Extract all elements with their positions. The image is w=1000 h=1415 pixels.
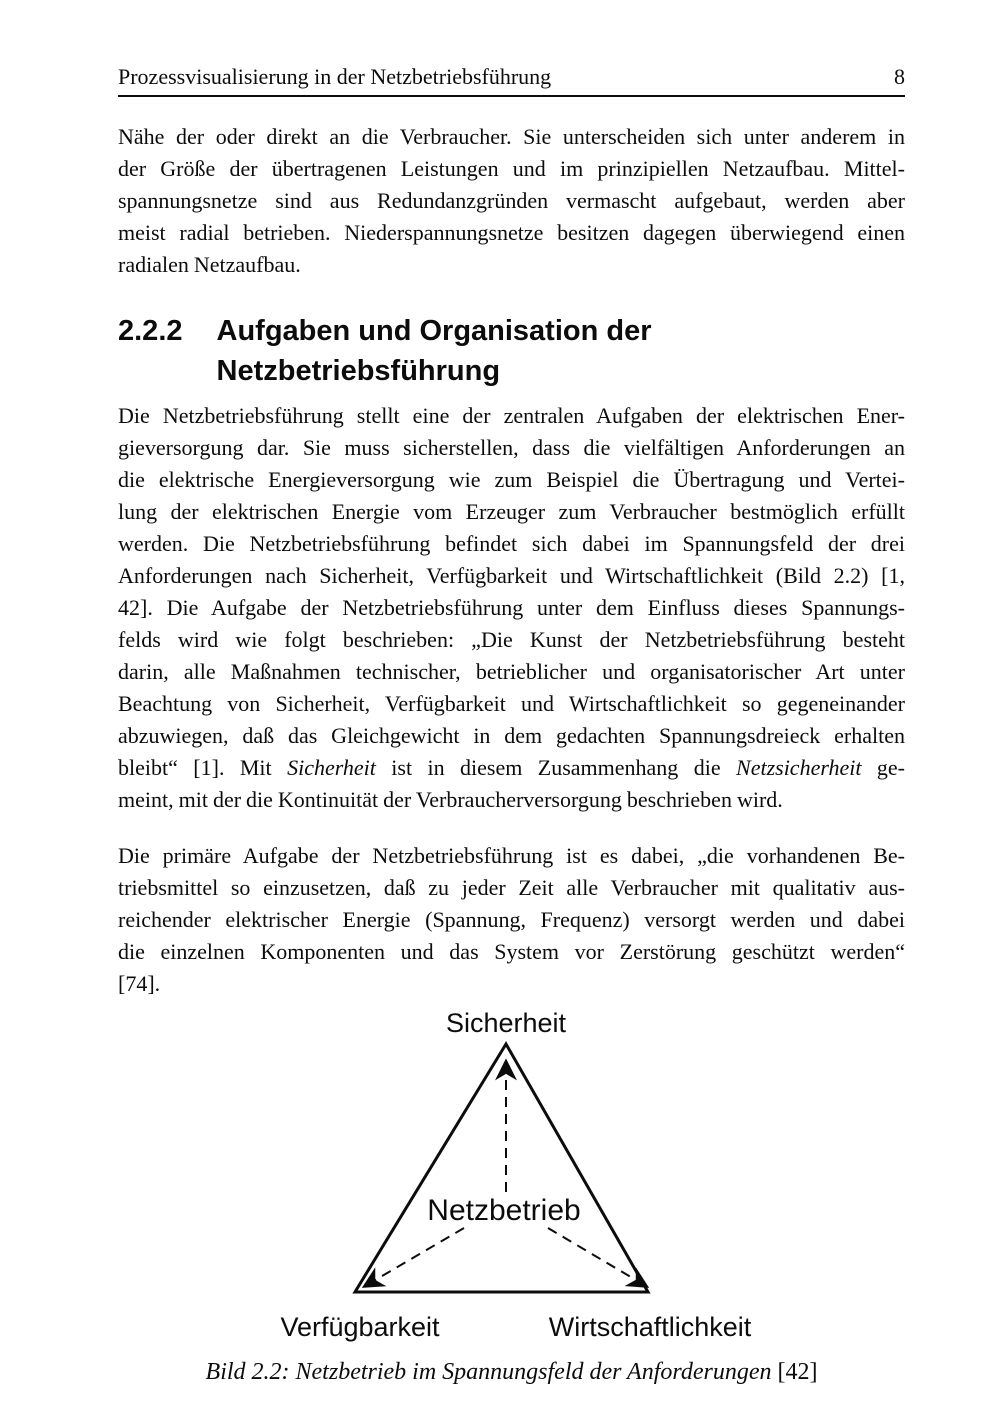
arrow-netzbetrieb-to-verfuegbarkeit <box>365 1228 464 1286</box>
text-segment: bleibt“ [1]. Mit <box>118 755 288 780</box>
italic-term: Netzsicherheit <box>736 755 862 780</box>
text-line <box>118 752 905 784</box>
text-line: Die Netzbetriebsführung stellt eine der zentralen Aufgaben der elektrischen Ener- <box>118 403 905 428</box>
text-line: [74]. <box>118 971 161 996</box>
triangle-outline <box>355 1044 648 1292</box>
label-wirtschaftlichkeit: Wirtschaftlichkeit <box>548 1312 751 1342</box>
text-line: der Größe der übertragenen Leistungen und im prinzipiellen Netzaufbau. Mittel- <box>118 156 905 181</box>
caption-reference: [42] <box>777 1359 818 1385</box>
text-line: Die primäre Aufgabe der Netzbetriebsführung ist es dabei, „die vorhandenen Be- <box>118 843 905 868</box>
section-title: Aufgaben und Organisation der Netzbetriebsführung <box>216 315 652 387</box>
text-line: 42]. Die Aufgabe der Netzbetriebsführung unter dem Einfluss dieses Spannungs- <box>118 595 905 620</box>
text-line: abzuwiegen, daß das Gleichgewicht in dem gedachten Spannungsdreieck erhalten <box>118 723 905 748</box>
text-line: werden. Die Netzbetriebsführung befindet sich dabei im Spannungsfeld der drei <box>118 531 905 556</box>
text-line: Beachtung von Sicherheit, Verfügbarkeit und Wirtschaftlichkeit so gegeneinander <box>118 691 905 716</box>
text-line: die elektrische Energieversorgung wie zum Beispiel die Übertragung und Vertei- <box>118 467 905 492</box>
caption-text: Bild 2.2: Netzbetrieb im Spannungsfeld der Anforderungen <box>205 1359 772 1385</box>
text-segment: ist in diesem Zusammenhang die <box>375 755 737 780</box>
header-page-number: 8 <box>894 64 905 89</box>
text-line: darin, alle Maßnahmen technischer, betrieblicher und organisatorischer Art unter <box>118 659 905 684</box>
triangle-diagram-svg <box>242 1002 782 1347</box>
text-line: lung der elektrischen Energie vom Erzeuger zum Verbraucher bestmöglich erfüllt <box>118 499 905 524</box>
paragraph-2 <box>118 400 905 816</box>
text-line: die einzelnen Komponenten und das System vor Zerstörung geschützt werden“ <box>118 939 905 964</box>
label-sicherheit: Sicherheit <box>445 1008 566 1038</box>
text-line: meint, mit der die Kontinuität der Verbraucherversorgung beschrieben wird. <box>118 787 783 812</box>
text-line: spannungsnetze sind aus Redundanzgründen vermascht aufgebaut, werden aber <box>118 188 905 213</box>
paragraph-3 <box>118 840 905 1000</box>
header-title: Prozessvisualisierung in der Netzbetriebsführung <box>118 64 552 89</box>
text-line: Nähe der oder direkt an die Verbraucher. Sie unterscheiden sich unter anderem in <box>118 124 905 149</box>
italic-term: Sicherheit <box>287 755 376 780</box>
text-line: gieversorgung dar. Sie muss sicherstellen, dass die vielfältigen Anforderungen an <box>118 435 905 460</box>
label-verfuegbarkeit: Verfügbarkeit <box>279 1312 440 1342</box>
section-heading <box>118 311 905 391</box>
text-line: radialen Netzaufbau. <box>118 252 301 277</box>
label-netzbetrieb: Netzbetrieb <box>426 1194 581 1227</box>
text-line: meist radial betrieben. Niederspannungsnetze besitzen dagegen überwiegend einen <box>118 220 905 245</box>
text-line: felds wird wie folgt beschrieben: „Die Kunst der Netzbetriebsführung besteht <box>118 627 905 652</box>
section-number: 2.2.2 <box>118 315 183 347</box>
running-header <box>118 64 905 97</box>
figure-triangle-diagram <box>118 1002 905 1387</box>
text-line: triebsmittel so einzusetzen, daß zu jeder Zeit alle Verbraucher mit qualitativ aus- <box>118 875 905 900</box>
figure-caption <box>118 1357 905 1387</box>
text-line: Anforderungen nach Sicherheit, Verfügbarkeit und Wirtschaftlichkeit (Bild 2.2) [1, <box>118 563 905 588</box>
paragraph-1 <box>118 121 905 281</box>
text-segment: ge- <box>861 755 905 780</box>
text-line: reichender elektrischer Energie (Spannung, Frequenz) versorgt werden und dabei <box>118 907 905 932</box>
arrow-netzbetrieb-to-wirtschaftlichkeit <box>548 1228 646 1286</box>
